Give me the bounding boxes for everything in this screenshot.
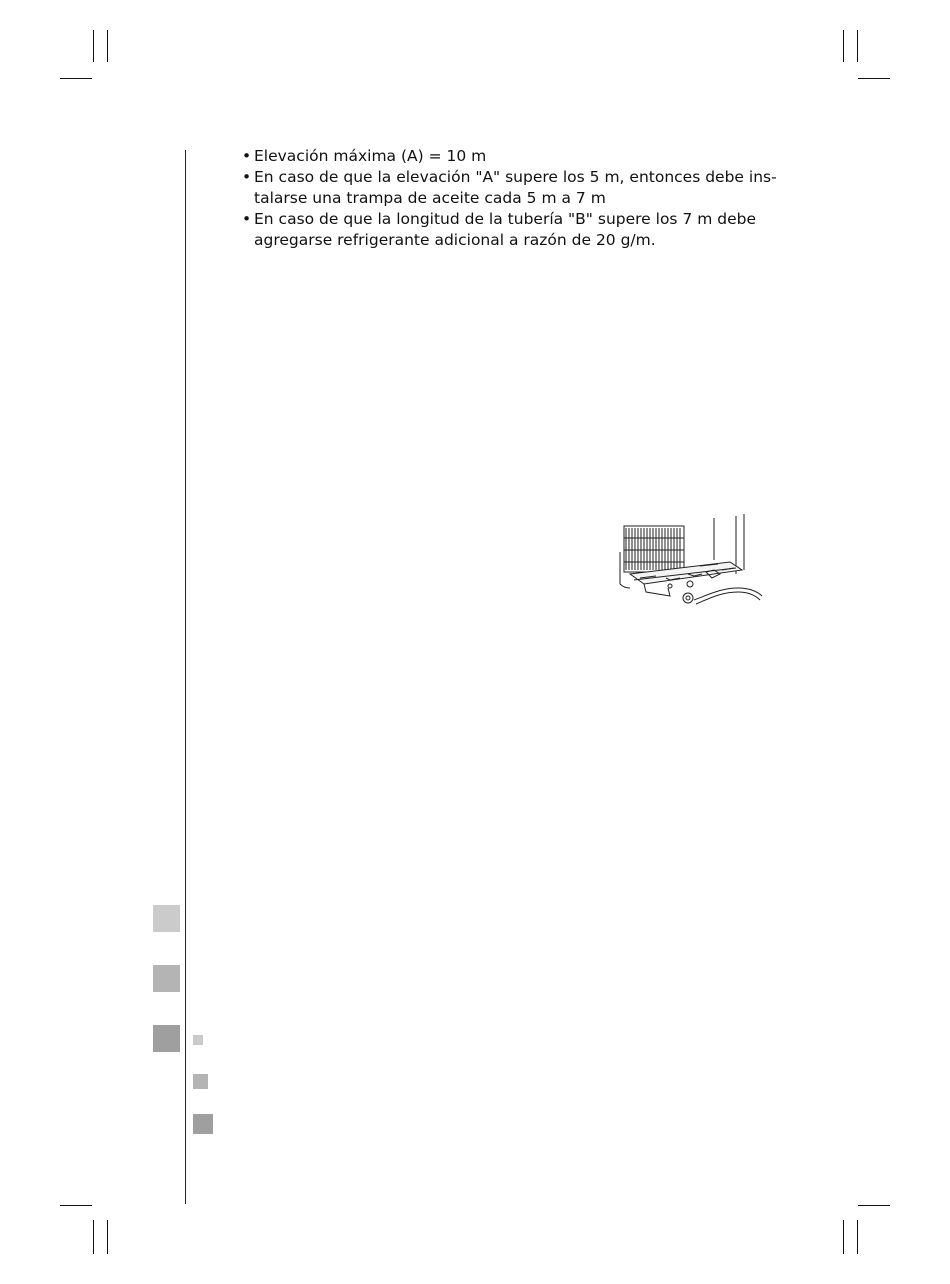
bullet-dot: • [242,168,252,186]
crop-mark [107,1220,108,1254]
bullet-text-line: En caso de que la longitud de la tubería "B" supere los 7 m debe [254,210,756,228]
crop-mark [93,30,94,62]
bullet-text-line: En caso de que la elevación "A" supere los 5 m, entonces debe ins- [254,168,777,186]
bullet-text-line: talarse una trampa de aceite cada 5 m a 7 m [254,189,606,207]
crop-mark [843,1220,844,1254]
crop-mark [858,78,890,79]
bullet-item [242,167,802,209]
legend-square-mid [193,1074,208,1089]
legend-square-light [193,1035,203,1045]
crop-mark [857,30,858,62]
bullet-item [242,146,802,167]
crop-mark [60,78,92,79]
crop-mark [857,1220,858,1254]
pipe-nut-icon [683,588,762,604]
margin-rule [185,150,186,1204]
crop-mark [858,1205,890,1206]
crop-mark [843,30,844,62]
bullet-dot: • [242,147,252,165]
tab-square-mid [153,965,180,992]
legend-square-dark [193,1114,213,1134]
bullet-text: Elevación máxima (A) = 10 m [254,147,487,165]
tab-square-light [153,905,180,932]
grille-icon [624,526,684,572]
bullet-list [242,146,802,251]
unit-pipe-illustration [610,512,780,612]
crop-mark [107,30,108,62]
crop-mark [93,1220,94,1254]
bullet-item [242,209,802,251]
bullet-dot: • [242,210,252,228]
tab-square-dark [153,1025,180,1052]
crop-mark [60,1205,92,1206]
bullet-text-line: agregarse refrigerante adicional a razón de 20 g/m. [254,231,656,249]
